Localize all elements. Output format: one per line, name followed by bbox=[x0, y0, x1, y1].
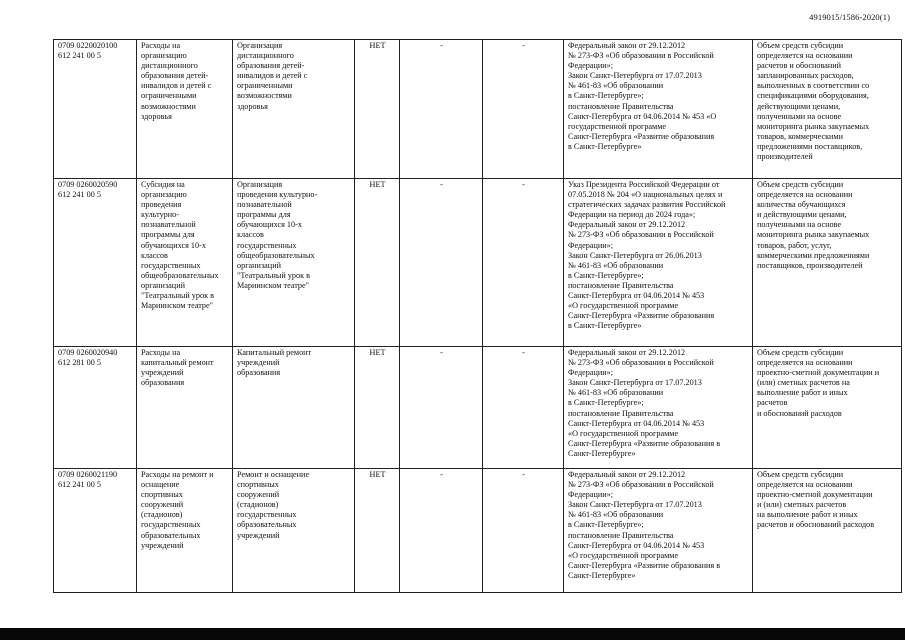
legal-basis-cell: Указ Президента Российской Федерации от 07.05.2018 № 204 «О национальных целях и стратегических задачах развития Российской Федерации на период до 2024 года»; Федеральный закон от 29.12.2012 № 273-ФЗ «Об образовании в Российской Федерации»; Закон Санкт-Петербурга от 26.06.2013 № 461-83 «Об образовании в Санкт-Петербурге»; постановление Правительства Санкт-Петербурга от 04.06.2014 № 453 «О государственной программе Санкт-Петербурга «Развитие образования в Санкт-Петербурге» bbox=[564, 179, 753, 347]
legal-basis-cell: Федеральный закон от 29.12.2012 № 273-ФЗ «Об образовании в Российской Федерации»; Закон Санкт-Петербурга от 17.07.2013 № 461-83 «Об образовании в Санкт-Петербурге»; постановление Правительства Санкт-Петербурга от 04.06.2014 № 453 «О государственной программе Санкт-Петербурга «Развитие образования в Санкт-Петербурге» bbox=[564, 40, 753, 179]
flag-cell: НЕТ bbox=[355, 179, 400, 347]
dash-cell: - bbox=[400, 347, 483, 469]
expense-name-cell: Расходы на организацию дистанционного образования детей- инвалидов и детей с ограниченными возможностями здоровья bbox=[137, 40, 233, 179]
calculation-method-cell: Объем средств субсидии определяется на основании проектно-сметной документации и (или) сметных расчетов на выполнение работ и иных расчетов и обоснований расходов bbox=[753, 469, 902, 593]
budget-code-cell: 0709 0220020100 612 241 00 5 bbox=[54, 40, 137, 179]
calculation-method-cell: Объем средств субсидии определяется на основании проектно-сметной документации и (или) сметных расчетов на выполнение работ и иных расчетов и обоснований расходов bbox=[753, 347, 902, 469]
subsidy-table bbox=[53, 39, 902, 593]
expense-name-cell: Субсидия на организацию проведения культурно- познавательной программы для обучающихся 10-х классов государственных общеобразовательных организаций "Театральный урок в Мариинском театре" bbox=[137, 179, 233, 347]
dash-cell: - bbox=[483, 40, 564, 179]
budget-code-cell: 0709 0260021190 612 241 00 5 bbox=[54, 469, 137, 593]
flag-cell: НЕТ bbox=[355, 347, 400, 469]
table-row bbox=[54, 469, 902, 593]
budget-code-cell: 0709 0260020940 612 281 00 5 bbox=[54, 347, 137, 469]
dash-cell: - bbox=[483, 347, 564, 469]
table-row bbox=[54, 40, 902, 179]
purpose-cell: Организация дистанционного образования детей- инвалидов и детей с ограниченными возможностями здоровья bbox=[233, 40, 355, 179]
purpose-cell: Организация проведения культурно- познавательной программы для обучающихся 10-х классов государственных общеобразовательных организаций "Театральный урок в Мариинском театре" bbox=[233, 179, 355, 347]
calculation-method-cell: Объем средств субсидии определяется на основании расчетов и обоснований запланированных расходов, выполненных в соответствии со спецификациями оборудования, действующими ценами, полученными на основе мониторинга рынка закупаемых товаров, коммерческими предложениями поставщиков, производителей bbox=[753, 40, 902, 179]
dash-cell: - bbox=[483, 179, 564, 347]
purpose-cell: Ремонт и оснащение спортивных сооружений (стадионов) государственных образовательных учреждений bbox=[233, 469, 355, 593]
budget-code-cell: 0709 0260020590 612 241 00 5 bbox=[54, 179, 137, 347]
scan-edge bbox=[0, 628, 905, 640]
dash-cell: - bbox=[400, 40, 483, 179]
dash-cell: - bbox=[483, 469, 564, 593]
legal-basis-cell: Федеральный закон от 29.12.2012 № 273-ФЗ «Об образовании в Российской Федерации»; Закон Санкт-Петербурга от 17.07.2013 № 461-83 «Об образовании в Санкт-Петербурге»; постановление Правительства Санкт-Петербурга от 04.06.2014 № 453 «О государственной программе Санкт-Петербурга «Развитие образования в Санкт-Петербурге» bbox=[564, 469, 753, 593]
calculation-method-cell: Объем средств субсидии определяется на основании количества обучающихся и действующими ценами, полученными на основе мониторинга рынка закупаемых товаров, работ, услуг, коммерческими предложениями поставщиков, производителей bbox=[753, 179, 902, 347]
expense-name-cell: Расходы на ремонт и оснащение спортивных сооружений (стадионов) государственных образовательных учреждений bbox=[137, 469, 233, 593]
flag-cell: НЕТ bbox=[355, 469, 400, 593]
dash-cell: - bbox=[400, 179, 483, 347]
expense-name-cell: Расходы на капитальный ремонт учреждений образования bbox=[137, 347, 233, 469]
dash-cell: - bbox=[400, 469, 483, 593]
document-registration-number: 4919015/1586-2020(1) bbox=[809, 12, 890, 22]
purpose-cell: Капитальный ремонт учреждений образования bbox=[233, 347, 355, 469]
table-row bbox=[54, 347, 902, 469]
table-row bbox=[54, 179, 902, 347]
legal-basis-cell: Федеральный закон от 29.12.2012 № 273-ФЗ «Об образовании в Российской Федерации»; Закон Санкт-Петербурга от 17.07.2013 № 461-83 «Об образовании в Санкт-Петербурге»; постановление Правительства Санкт-Петербурга от 04.06.2014 № 453 «О государственной программе Санкт-Петербурга «Развитие образования в Санкт-Петербурге» bbox=[564, 347, 753, 469]
flag-cell: НЕТ bbox=[355, 40, 400, 179]
